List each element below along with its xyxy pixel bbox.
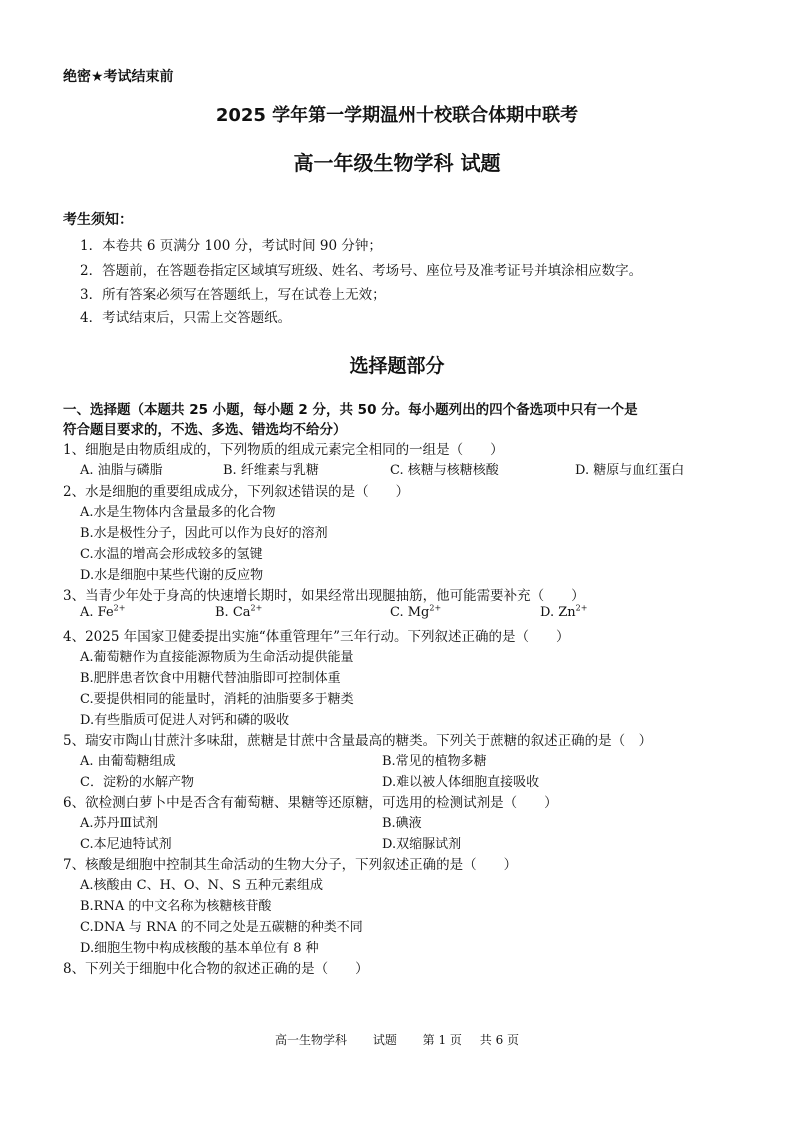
question-stem-5: 5、瑞安市陶山甘蔗汁多味甜，蔗糖是甘蔗中含量最高的糖类。下列关于蔗糖的叙述正确的是（ ） bbox=[63, 733, 653, 749]
notice-item: 1．本卷共 6 页满分 100 分，考试时间 90 分钟； bbox=[80, 238, 382, 254]
notice-item: 4．考试结束后，只需上交答题纸。 bbox=[80, 310, 292, 326]
option-6d: D.双缩脲试剂 bbox=[382, 837, 462, 852]
secret-mark: 绝密★考试结束前 bbox=[63, 69, 174, 85]
question-stem-7: 7、核酸是细胞中控制其生命活动的生物大分子，下列叙述正确的是（ ） bbox=[63, 857, 518, 873]
option-1d: D. 糖原与血红蛋白 bbox=[575, 463, 685, 478]
option-7c: C.DNA 与 RNA 的不同之处是五碳糖的种类不同 bbox=[80, 920, 363, 935]
option-1c: C. 核糖与核糖核酸 bbox=[390, 463, 499, 478]
option-2d: D.水是细胞中某些代谢的反应物 bbox=[80, 568, 264, 583]
notice-label: 考生须知： bbox=[63, 212, 133, 228]
subject-title: 高一年级生物学科 试题 bbox=[293, 151, 501, 175]
option-5c: C．淀粉的水解产物 bbox=[80, 775, 194, 790]
option-4a: A.葡萄糖作为直接能源物质为生命活动提供能量 bbox=[80, 650, 354, 665]
option-6c: C.本尼迪特试剂 bbox=[80, 837, 172, 852]
question-stem-1: 1、细胞是由物质组成的，下列物质的组成元素完全相同的一组是（ ） bbox=[63, 442, 504, 458]
question-stem-8: 8、下列关于细胞中化合物的叙述正确的是（ ） bbox=[63, 961, 369, 977]
option-3b: B. $Ca^{2+}$ bbox=[215, 603, 263, 620]
footer-kind: 试题 bbox=[372, 1033, 397, 1047]
footer-total: 共 6 页 bbox=[479, 1033, 520, 1047]
option-4b: B.肥胖患者饮食中用糖代替油脂即可控制体重 bbox=[80, 671, 341, 686]
option-2c: C.水温的增高会形成较多的氢键 bbox=[80, 547, 263, 562]
option-5b: B.常见的植物多糖 bbox=[382, 754, 487, 769]
option-6a: A.苏丹Ⅲ试剂 bbox=[80, 816, 159, 831]
exam-title: 2025 学年第一学期温州十校联合体期中联考 bbox=[215, 105, 579, 126]
notice-item: 3．所有答案必须写在答题纸上，写在试卷上无效； bbox=[80, 287, 386, 303]
instructions-line-1: 一、选择题（本题共 25 小题，每小题 2 分，共 50 分。每小题列出的四个备选项中只有一个是 bbox=[63, 402, 638, 418]
instructions-line-2: 符合题目要求的，不选、多选、错选均不给分） bbox=[63, 422, 347, 438]
option-4d: D.有些脂质可促进人对钙和磷的吸收 bbox=[80, 713, 290, 728]
option-5a: A. 由葡萄糖组成 bbox=[80, 754, 176, 769]
option-7a: A.核酸由 C、H、O、N、S 五种元素组成 bbox=[80, 878, 324, 893]
section-title: 选择题部分 bbox=[349, 355, 445, 377]
option-1b: B. 纤维素与乳糖 bbox=[223, 463, 319, 478]
question-stem-3: 3、当青少年处于身高的快速增长期时，如果经常出现腿抽筋，他可能需要补充（ ） bbox=[63, 588, 585, 604]
option-1a: A. 油脂与磷脂 bbox=[80, 463, 163, 478]
question-stem-4: 4、2025 年国家卫健委提出实施“体重管理年”三年行动。下列叙述正确的是（ ） bbox=[63, 629, 570, 645]
option-5d: D.难以被人体细胞直接吸收 bbox=[382, 775, 540, 790]
question-stem-6: 6、欲检测白萝卜中是否含有葡萄糖、果糖等还原糖，可选用的检测试剂是（ ） bbox=[63, 795, 558, 811]
footer-subject: 高一生物学科 bbox=[274, 1033, 347, 1047]
option-7d: D.细胞生物中构成核酸的基本单位有 8 种 bbox=[80, 941, 319, 956]
notice-item: 2．答题前，在答题卷指定区域填写班级、姓名、考场号、座位号及准考证号并填涂相应数字。 bbox=[80, 263, 643, 279]
page-footer bbox=[0, 1031, 794, 1048]
question-stem-2: 2、水是细胞的重要组成成分，下列叙述错误的是（ ） bbox=[63, 484, 410, 500]
option-3a: A. $Fe^{2+}$ bbox=[80, 603, 126, 620]
option-7b: B.RNA 的中文名称为核糖核苷酸 bbox=[80, 899, 272, 914]
option-2b: B.水是极性分子，因此可以作为良好的溶剂 bbox=[80, 526, 328, 541]
footer-page: 第 1 页 bbox=[422, 1033, 462, 1047]
option-4c: C.要提供相同的能量时，消耗的油脂要多于糖类 bbox=[80, 692, 354, 707]
option-6b: B.碘液 bbox=[382, 816, 422, 831]
option-2a: A.水是生物体内含量最多的化合物 bbox=[80, 505, 276, 520]
option-3d: D. $Zn^{2+}$ bbox=[540, 603, 588, 620]
option-3c: C. $Mg^{2+}$ bbox=[390, 603, 442, 620]
